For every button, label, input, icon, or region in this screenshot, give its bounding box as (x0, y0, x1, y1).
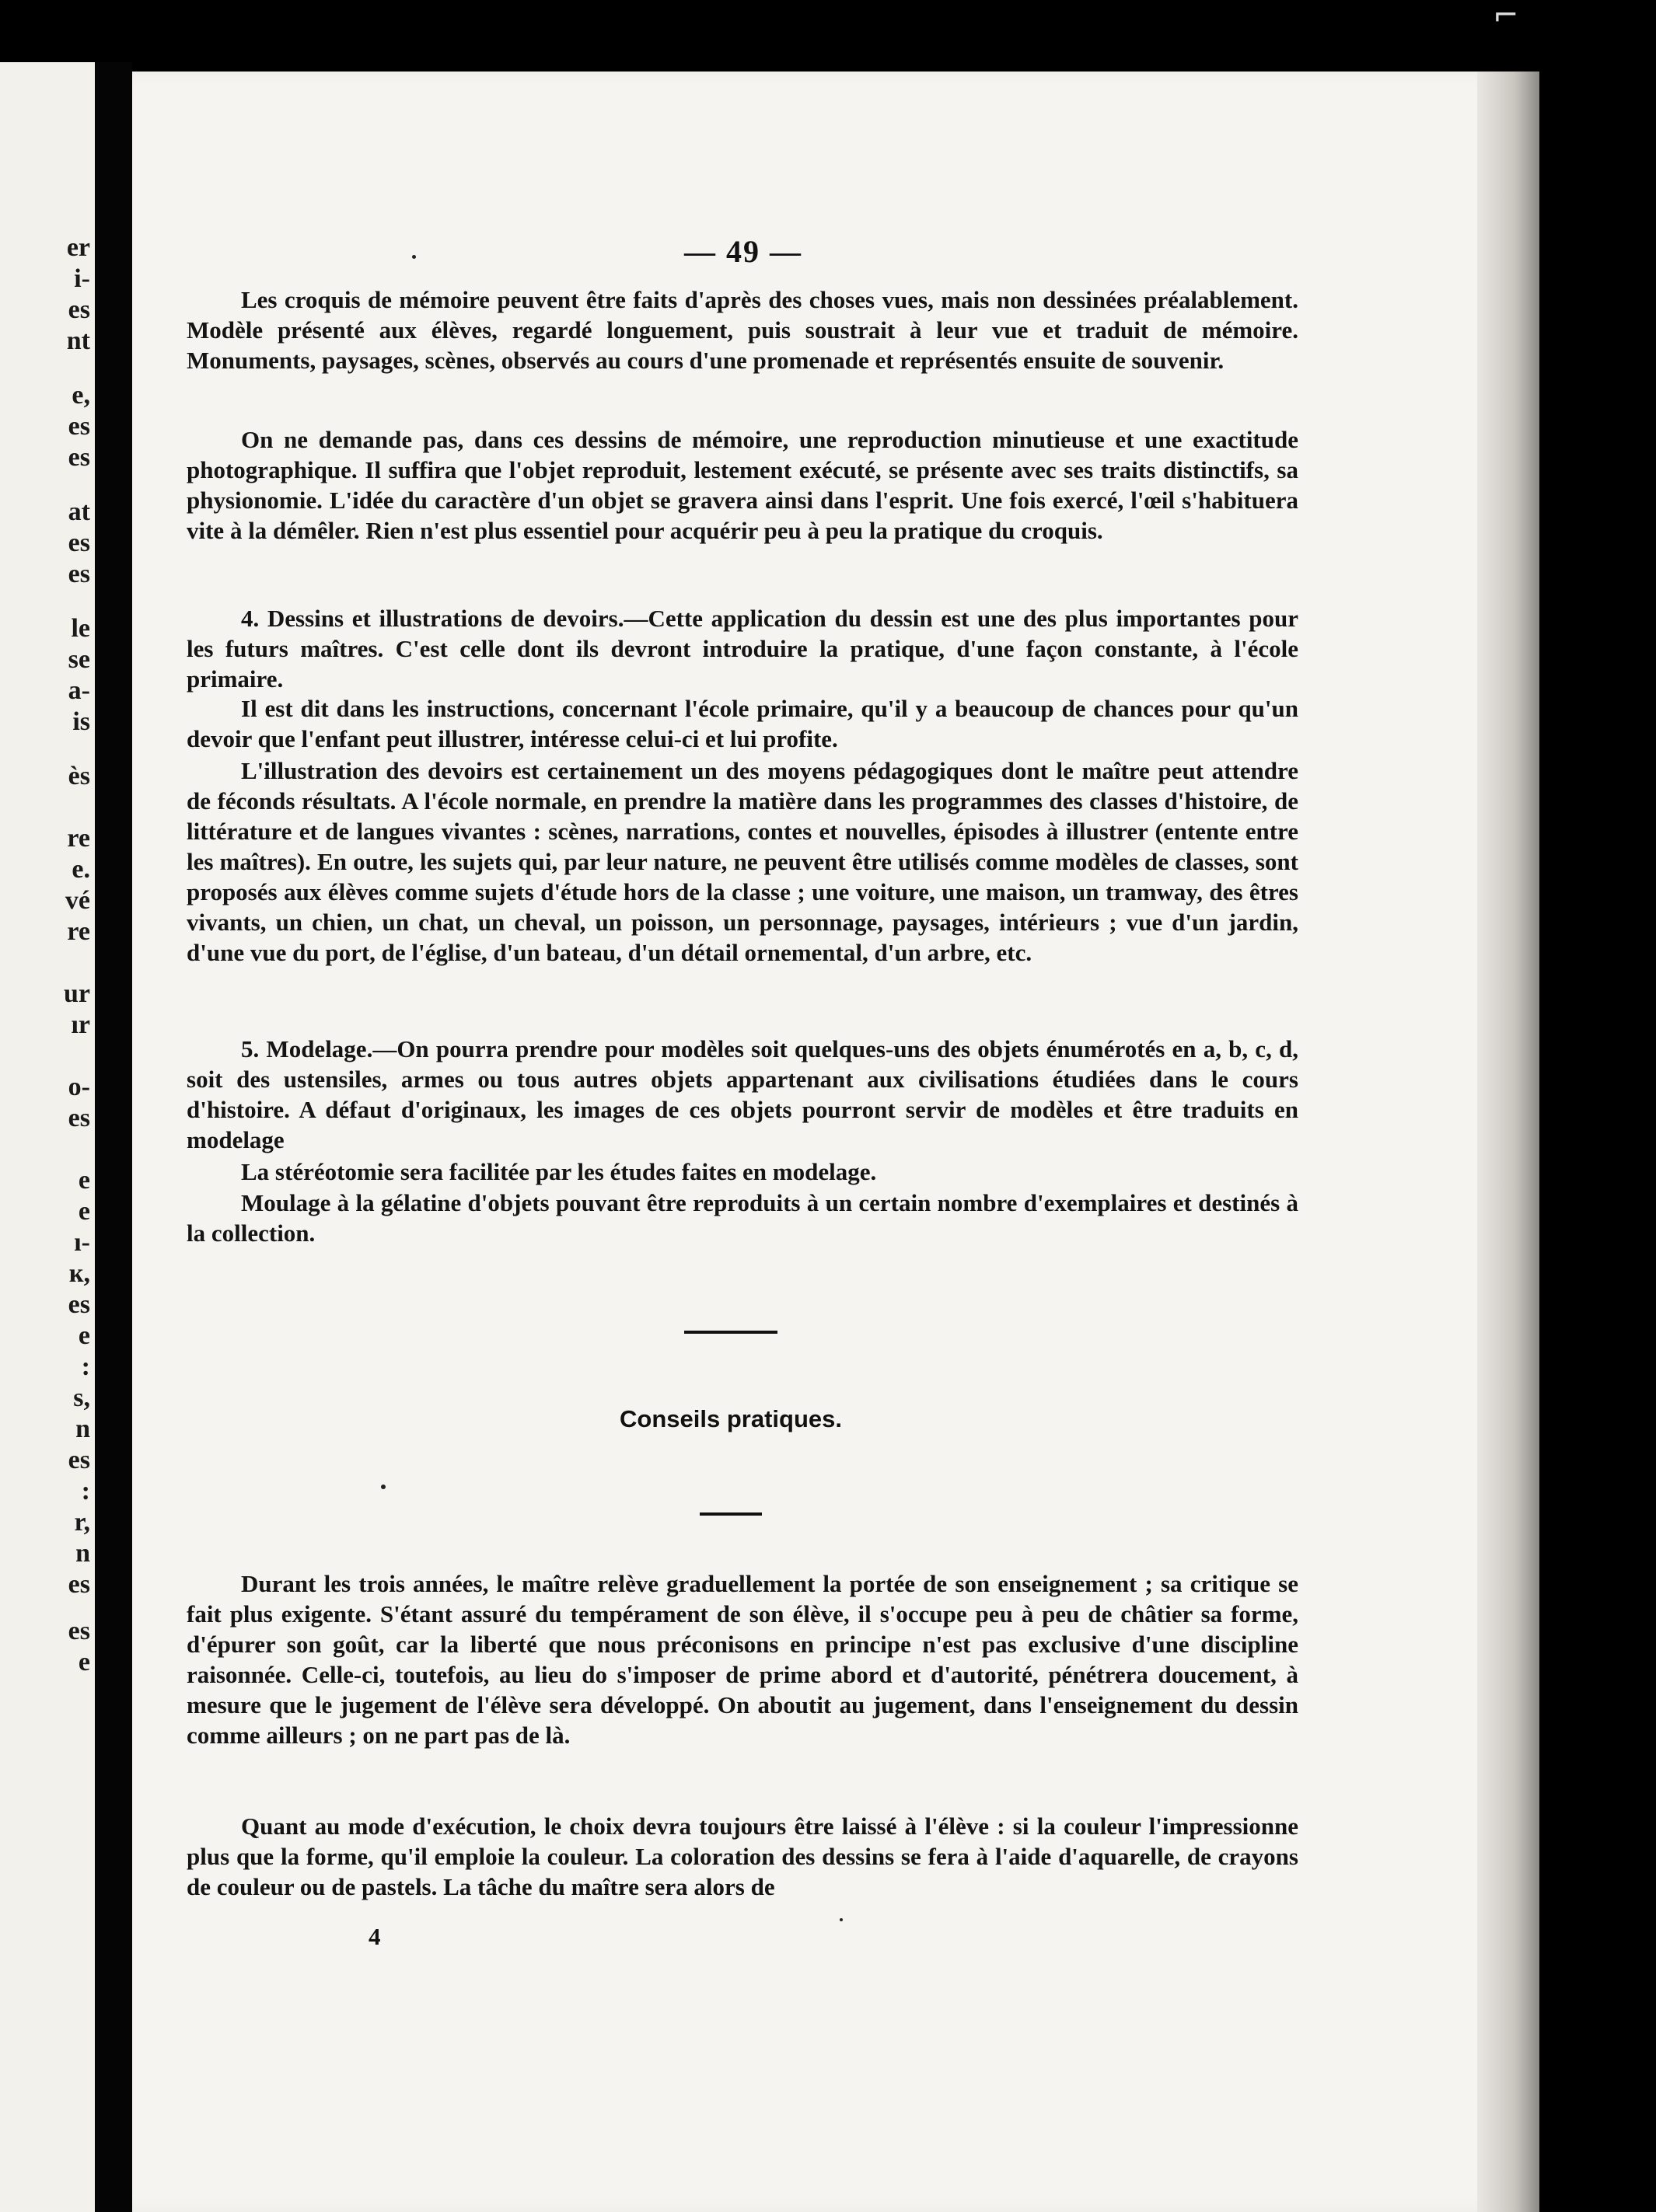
left-page-fragment: is (72, 707, 90, 736)
paragraph (187, 1188, 1298, 1248)
left-page-fragment: vé (65, 886, 90, 915)
paragraph-text: Il est dit dans les instructions, concernant l'école primaire, qu'il y a beaucoup de chances pour qu'un devoir que l'enfant peut illustrer, intéresse celui-ci et lui profite. (187, 695, 1298, 752)
left-page-fragment: at (68, 497, 90, 526)
paragraph (187, 1157, 1298, 1187)
left-page-fragment: n (75, 1415, 90, 1443)
left-page-fragment: es (68, 1570, 90, 1599)
paragraph (187, 1568, 1298, 1750)
left-page-fragment: ĸ, (68, 1259, 90, 1288)
left-page-fragment: nt (66, 326, 90, 355)
left-page-fragment: e. (72, 855, 90, 884)
left-page-fragment: r, (74, 1508, 90, 1537)
paragraph (187, 603, 1298, 694)
left-page-fragment: es (68, 1104, 90, 1132)
left-page-fragment: re (67, 917, 90, 946)
paragraph (187, 1811, 1298, 1902)
paragraph-text: L'illustration des devoirs est certainement un des moyens pédagogiques dont le maître peut attendre de féconds résultats. A l'école normale, en prendre la matière dans les programmes des classes d'histoire, de littérature et de langues vivantes : scènes, narrations, contes et nouvelles, épisodes à illustrer (entente entre les maîtres). En outre, les sujets qui, par leur nature, ne peuvent être utilisés comme modèles de classes, sont proposés aux élèves comme sujets d'étude hors de la classe ; une voiture, une maison, un tramway, des êtres vivants, un chien, un chat, un cheval, un poisson, un personnage, paysages, intérieurs ; vue d'un jardin, d'une vue du port, de l'église, d'un bateau, d'un détail ornemental, d'un arbre, etc. (187, 757, 1298, 966)
paragraph (187, 284, 1298, 375)
left-page-fragment: e, (72, 381, 90, 410)
left-page-fragment: : (81, 1352, 90, 1381)
left-page-fragment: ès (68, 762, 90, 790)
left-page-fragment: es (68, 295, 90, 324)
left-page-fragment: es (68, 529, 90, 557)
left-page-fragment: e (78, 1321, 90, 1350)
left-page-fragment: es (68, 1290, 90, 1319)
page-number: — 49 — (684, 234, 802, 269)
page-edge (1477, 72, 1539, 2212)
paragraph-text: On ne demande pas, dans ces dessins de mémoire, une reproduction minutieuse et une exactitude photographique. Il suffira que l'objet reproduit, lestement exécuté, se présente avec ses traits distinctifs, sa physionomie. L'idée du caractère d'un objet se gravera ainsi dans l'esprit. Une fois exercé, l'œil s'habituera vite à la démêler. Rien n'est plus essentiel pour acquérir peu à peu la pratique du croquis. (187, 426, 1298, 544)
gutter-shadow (95, 62, 132, 2212)
paragraph-text: 5. Modelage.—On pourra prendre pour modèles soit quelques-uns des objets énumérotés en a, b, c, d, soit des ustensiles, armes ou tous autres objets appartenant aux civilisations étudiées dans le cours d'histoire. A défaut d'originaux, les images de ces objets pourront servir de modèles et être traduits en modelage (187, 1035, 1298, 1153)
left-page-fragment: e (78, 1166, 90, 1195)
paragraph (187, 755, 1298, 968)
ink-speck (840, 1918, 843, 1921)
left-page-fragment: n (75, 1539, 90, 1568)
left-page-fragment: re (67, 824, 90, 853)
left-page-fragment: er (66, 233, 90, 262)
left-page-fragment: es (68, 412, 90, 441)
section-heading: Conseils pratiques. (620, 1405, 842, 1432)
paragraph (187, 424, 1298, 546)
paragraph-text: Les croquis de mémoire peuvent être faits d'après des choses vues, mais non dessinées préalablement. Modèle présenté aux élèves, regardé longuement, puis soustrait à leur vue et traduit de mémoire. Monuments, paysages, scènes, observés au cours d'une promenade et représentés ensuite de souvenir. (187, 286, 1298, 374)
corner-clip-icon: ⌐ (1493, 0, 1519, 33)
left-page-fragment: e (78, 1648, 90, 1676)
paragraph-text: Moulage à la gélatine d'objets pouvant être reproduits à un certain nombre d'exemplaires et destinés à la collection. (187, 1189, 1298, 1247)
left-page-fragment: es (68, 443, 90, 472)
left-page-fragment: : (81, 1477, 90, 1505)
left-page-fragment: o- (68, 1073, 90, 1101)
paragraph (187, 693, 1298, 754)
left-page-fragment: s, (73, 1383, 90, 1412)
left-page-fragment: ur (64, 979, 90, 1008)
left-page-fragment: ır (71, 1010, 90, 1039)
divider-rule (684, 1331, 777, 1334)
left-page-fragment: es (68, 1617, 90, 1645)
left-page-fragment: ı- (74, 1228, 90, 1257)
ink-speck (412, 255, 416, 259)
left-page-fragment: i- (74, 264, 90, 293)
facing-page-left (0, 62, 95, 2212)
ink-speck (381, 1485, 386, 1489)
paragraph (187, 1034, 1298, 1155)
divider-rule (700, 1512, 762, 1516)
left-page-fragment: le (71, 614, 90, 643)
paragraph-text: 4. Dessins et illustrations de devoirs.—Cette application du dessin est une des plus importantes pour les futurs maîtres. C'est celle dont ils devront introduire la pratique, d'une façon constante, à l'école primaire. (187, 605, 1298, 693)
left-page-fragment: es (68, 1446, 90, 1474)
left-page-fragment: a- (68, 676, 90, 705)
left-page-fragment: e (78, 1197, 90, 1226)
left-page-fragment: es (68, 560, 90, 588)
paragraph-text: Durant les trois années, le maître relève graduellement la portée de son enseignement ; sa critique se fait plus exigente. S'étant assuré du tempérament de son élève, il s'occupe peu à peu de châtier sa forme, d'épurer son goût, car la liberté que nous préconisons en principe n'est pas exclusive d'une discipline raisonnée. Celle-ci, toutefois, au lieu do s'imposer de prime abord et d'autorité, pénétrera doucement, à mesure que le jugement de l'élève sera développé. On aboutit au jugement, dans l'enseignement du dessin comme ailleurs ; on ne part pas de là. (187, 1570, 1298, 1749)
scan-background (1539, 0, 1656, 2212)
left-page-fragment: se (68, 645, 90, 674)
paragraph-text: Quant au mode d'exécution, le choix devra toujours être laissé à l'élève : si la couleur l'impressionne plus que la forme, qu'il emploie la couleur. La coloration des dessins se fera à l'aide d'aquarelle, de crayons de couleur ou de pastels. La tâche du maître sera alors de (187, 1813, 1298, 1900)
paragraph-text: La stéréotomie sera facilitée par les études faites en modelage. (241, 1158, 877, 1185)
signature-mark: 4 (369, 1923, 381, 1950)
